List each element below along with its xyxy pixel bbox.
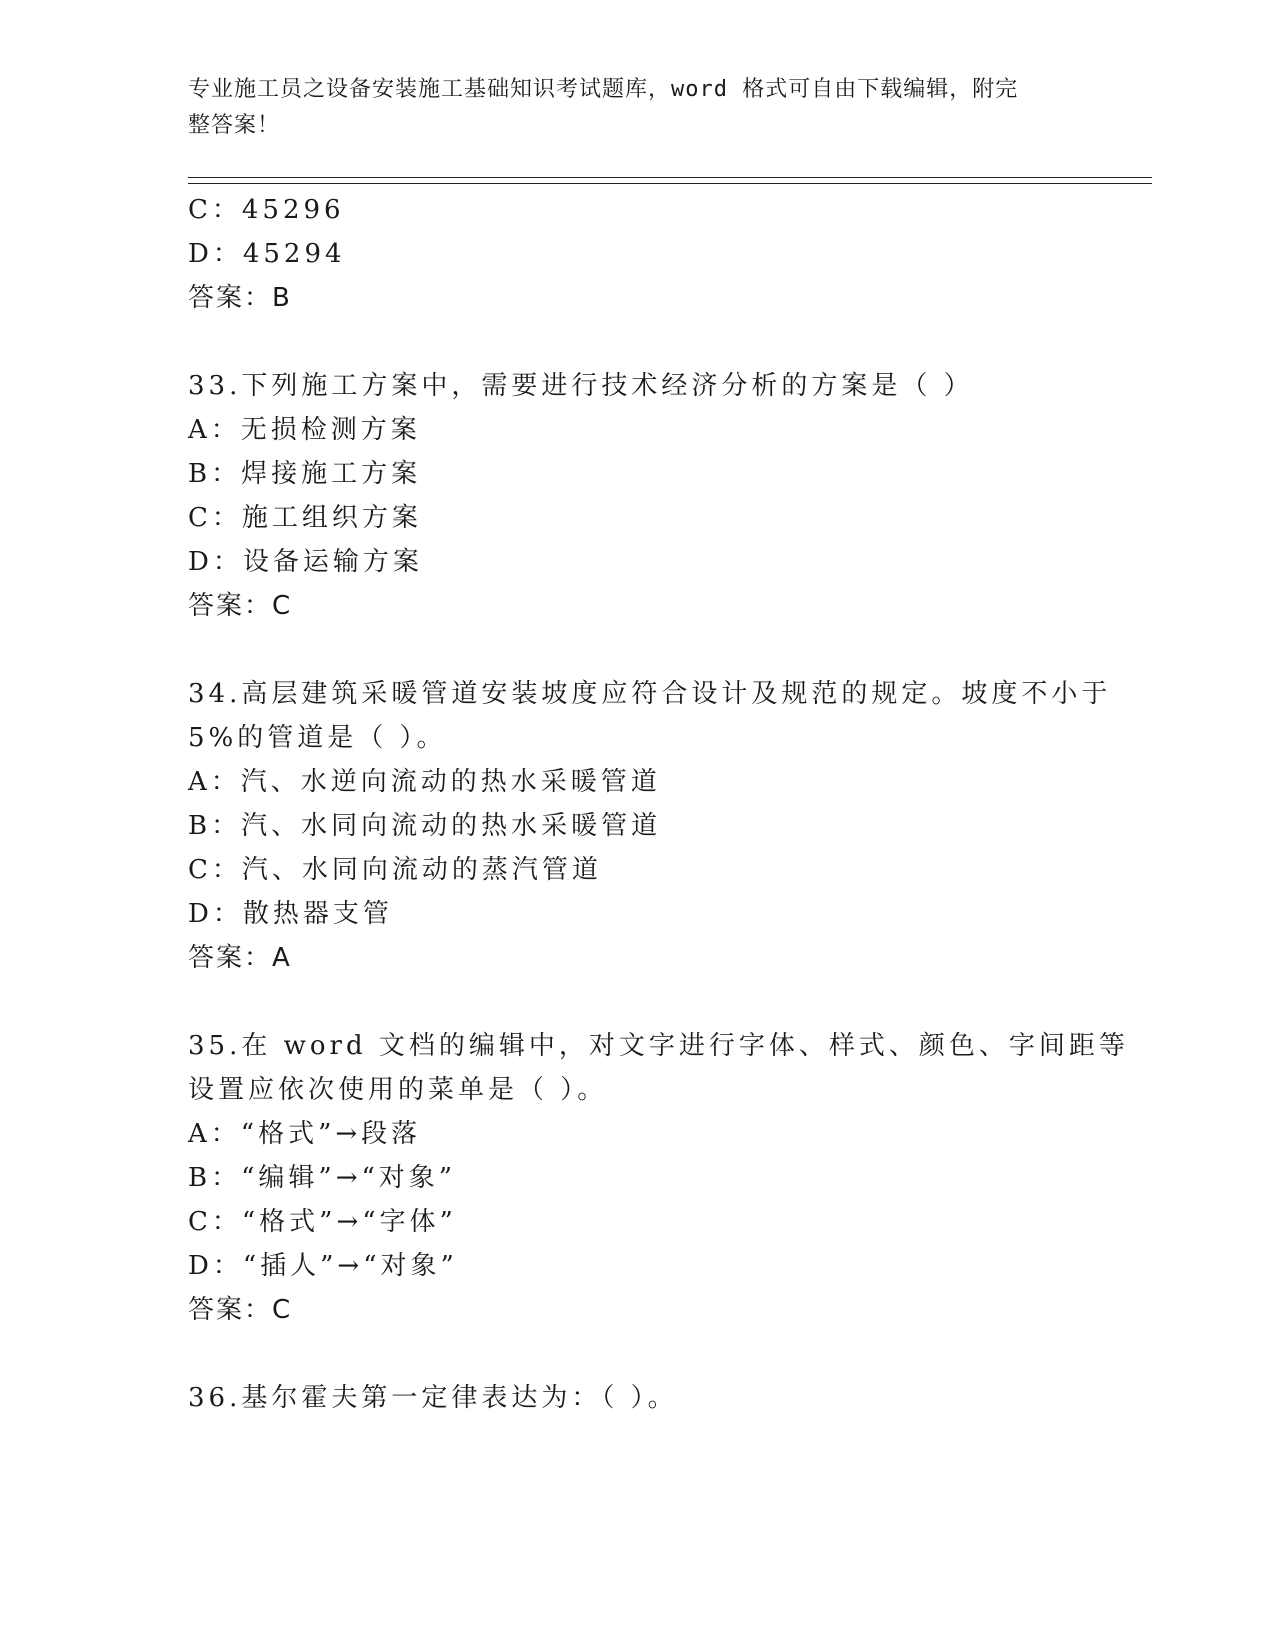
q34-option-b: B：汽、水同向流动的热水采暖管道 <box>188 811 662 841</box>
q35-stem-line-2: 设置应依次使用的菜单是（ ）。 <box>188 1075 608 1105</box>
header-line-1: 专业施工员之设备安装施工基础知识考试题库，word 格式可自由下载编辑，附完 <box>188 77 1019 102</box>
q34-option-d: D：散热器支管 <box>188 899 393 929</box>
header-line-2: 整答案！ <box>188 113 281 138</box>
q34-option-c: C：汽、水同向流动的蒸汽管道 <box>188 855 602 885</box>
q33-option-c: C：施工组织方案 <box>188 503 422 533</box>
q32-option-d: D：45294 <box>188 239 346 269</box>
q33-answer: 答案：C <box>188 591 293 621</box>
q36-stem: 36.基尔霍夫第一定律表达为：（ ）。 <box>188 1383 678 1413</box>
q32-option-c: C：45296 <box>188 195 345 225</box>
q35-option-a: A：“格式”→段落 <box>188 1119 422 1149</box>
q35-option-c: C：“格式”→“字体” <box>188 1207 457 1237</box>
q34-answer: 答案：A <box>188 943 292 973</box>
q35-option-b: B：“编辑”→“对象” <box>188 1163 457 1193</box>
q33-option-a: A：无损检测方案 <box>188 415 421 445</box>
header-divider-bottom <box>188 183 1152 184</box>
q34-stem-line-2: 5%的管道是（ ）。 <box>188 723 447 753</box>
q32-answer: 答案：B <box>188 283 292 313</box>
q33-stem: 33.下列施工方案中，需要进行技术经济分析的方案是（ ） <box>188 371 974 401</box>
q34-stem-line-1: 34.高层建筑采暖管道安装坡度应符合设计及规范的规定。坡度不小于 <box>188 679 1112 709</box>
document-header <box>188 72 1068 144</box>
q35-answer: 答案：C <box>188 1295 293 1325</box>
q35-option-d: D：“插人”→“对象” <box>188 1251 458 1281</box>
q33-option-b: B：焊接施工方案 <box>188 459 422 489</box>
header-divider-top <box>188 177 1152 178</box>
q34-option-a: A：汽、水逆向流动的热水采暖管道 <box>188 767 661 797</box>
q35-stem-line-1: 35.在 word 文档的编辑中，对文字进行字体、样式、颜色、字间距等 <box>188 1031 1129 1061</box>
q33-option-d: D：设备运输方案 <box>188 547 423 577</box>
